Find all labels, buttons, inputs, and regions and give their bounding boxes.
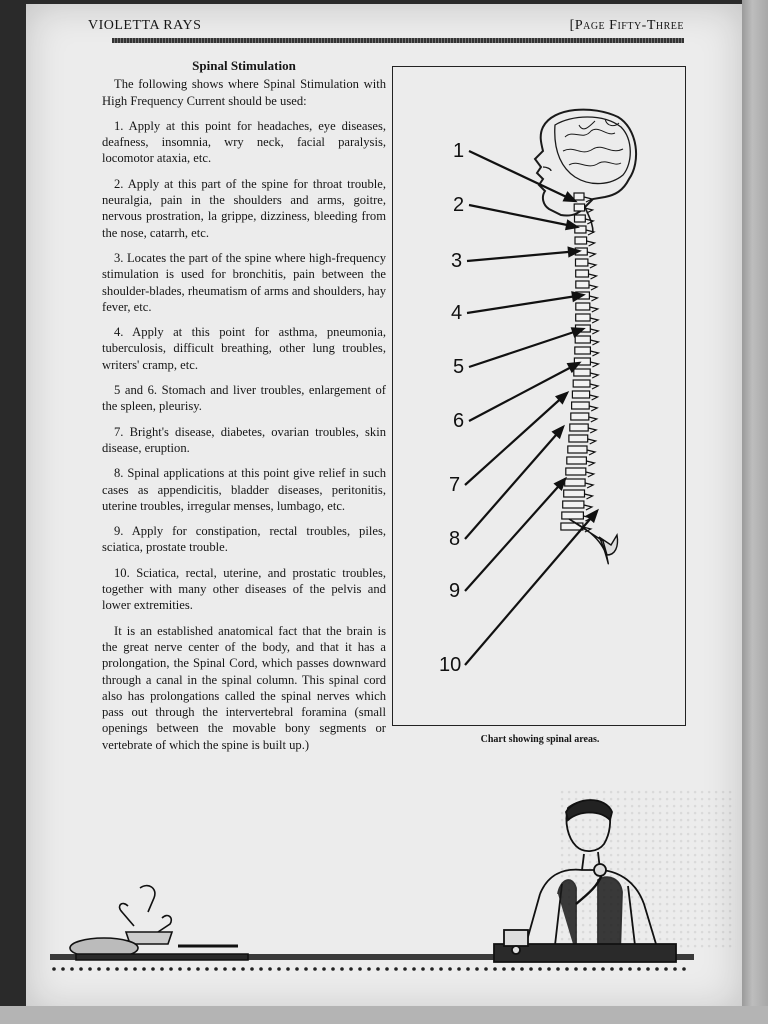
ornament-dot bbox=[187, 967, 191, 971]
area-labels bbox=[439, 140, 464, 676]
item-10: 10. Sciatica, rectal, uterine, and prostatic troubles, together with many other diseases of the pelvis and lower extremities. bbox=[102, 565, 386, 613]
item-1: 1. Apply at this point for headaches, eye diseases, deafness, insomnia, wry neck, facial paralysis, locomotor ataxia, etc. bbox=[102, 118, 386, 166]
arrow-line bbox=[465, 511, 597, 665]
ornament-dot bbox=[358, 967, 362, 971]
area-number: 2 bbox=[453, 194, 465, 216]
ornament-dot bbox=[529, 967, 533, 971]
vertebra-process bbox=[585, 483, 593, 488]
ornament-dot bbox=[79, 967, 83, 971]
area-number: 8 bbox=[449, 528, 461, 550]
vertebra bbox=[571, 413, 589, 420]
vertebra bbox=[572, 402, 590, 409]
vertebra bbox=[573, 380, 590, 387]
ornament-dot bbox=[421, 967, 425, 971]
vertebra-process bbox=[590, 340, 598, 345]
ornament-dot bbox=[106, 967, 110, 971]
ornament-dot bbox=[322, 967, 326, 971]
vertebra bbox=[574, 204, 584, 211]
ornament-dot bbox=[412, 967, 416, 971]
item-9: 9. Apply for constipation, rectal troubles, piles, sciatica, prostate trouble. bbox=[102, 524, 386, 555]
ornament-dot bbox=[574, 967, 578, 971]
ornament-dot bbox=[565, 967, 569, 971]
book-bottom-edge bbox=[0, 1006, 768, 1024]
vertebra-process bbox=[589, 406, 597, 411]
vertebra-process bbox=[589, 417, 597, 422]
arrow-line bbox=[465, 479, 565, 591]
header-rule bbox=[112, 38, 684, 43]
ornament-dot bbox=[340, 967, 344, 971]
article-heading: Spinal Stimulation bbox=[192, 58, 296, 73]
vertebra bbox=[575, 237, 587, 244]
vertebra-process bbox=[590, 307, 598, 312]
page-number: [Page Fifty-Three bbox=[569, 18, 684, 33]
arrow-line bbox=[469, 363, 579, 421]
ornament-dot bbox=[241, 967, 245, 971]
ornament-dot bbox=[61, 967, 65, 971]
vertebra-process bbox=[590, 351, 598, 356]
ornament-dot bbox=[268, 967, 272, 971]
ornament-dot bbox=[592, 967, 596, 971]
vertebra-process bbox=[586, 472, 594, 477]
vertebra-process bbox=[589, 296, 597, 301]
ornament-dot bbox=[124, 967, 128, 971]
ornament-dot bbox=[331, 967, 335, 971]
ornament-dot bbox=[142, 967, 146, 971]
ornament-dot bbox=[475, 967, 479, 971]
ornament-dot bbox=[52, 967, 56, 971]
ornament-dot bbox=[223, 967, 227, 971]
area-number: 3 bbox=[451, 250, 463, 272]
ornament-dot bbox=[637, 967, 641, 971]
ornament-dot bbox=[349, 967, 353, 971]
running-title: VIOLETTA RAYS bbox=[88, 18, 202, 33]
ornament-dot bbox=[385, 967, 389, 971]
ornament-dot bbox=[682, 967, 686, 971]
ornament-dot bbox=[664, 967, 668, 971]
ornament-dot bbox=[655, 967, 659, 971]
vertebra bbox=[575, 336, 590, 343]
ornament-dot bbox=[538, 967, 542, 971]
ornament-dot bbox=[97, 967, 101, 971]
vertebra bbox=[576, 281, 589, 288]
ornament-dot bbox=[376, 967, 380, 971]
vertebra-process bbox=[590, 329, 598, 334]
vertebra bbox=[569, 435, 588, 442]
ornament-dot bbox=[439, 967, 443, 971]
vertebra-process bbox=[587, 241, 595, 246]
ornament-dot bbox=[493, 967, 497, 971]
ornament-dot bbox=[151, 967, 155, 971]
vertebra-process bbox=[590, 395, 598, 400]
vertebra bbox=[576, 314, 590, 321]
area-number: 5 bbox=[453, 356, 465, 378]
vertebra bbox=[567, 457, 587, 464]
vertebra bbox=[576, 270, 589, 277]
vertebra-process bbox=[586, 461, 594, 466]
vertebra bbox=[576, 303, 590, 310]
vertebra-process bbox=[588, 263, 596, 268]
tabletop-illustration bbox=[68, 882, 258, 962]
ornament-dot bbox=[259, 967, 263, 971]
arrow-line bbox=[467, 295, 583, 313]
spine-chart bbox=[392, 66, 686, 726]
vertebra-process bbox=[587, 450, 595, 455]
ornament-dot bbox=[583, 967, 587, 971]
ornament-dot bbox=[502, 967, 506, 971]
vertebra-process bbox=[590, 373, 598, 378]
vertebra bbox=[568, 446, 587, 453]
arrow-line bbox=[467, 251, 579, 261]
ornament-dot bbox=[646, 967, 650, 971]
ornament-dot bbox=[403, 967, 407, 971]
ornament-dot bbox=[610, 967, 614, 971]
figure-caption: Chart showing spinal areas. bbox=[480, 734, 600, 745]
ornament-dot bbox=[70, 967, 74, 971]
ornament-dot bbox=[214, 967, 218, 971]
vertebra-process bbox=[589, 285, 597, 290]
item-8: 8. Spinal applications at this point give relief in such cases as appendicitis, bladder diseases, peritonitis, uterine troubles, irregular menses, lumbago, etc. bbox=[102, 466, 386, 513]
item-4: 4. Apply at this point for asthma, pneumonia, tuberculosis, difficult breathing, other lung troubles, writers' cramp, etc. bbox=[102, 325, 386, 372]
ornament-dot bbox=[205, 967, 209, 971]
vertebra bbox=[562, 512, 584, 519]
vertebra bbox=[563, 501, 584, 508]
vertebra bbox=[576, 259, 588, 266]
vertebra bbox=[566, 468, 586, 475]
vertebra-process bbox=[590, 362, 598, 367]
ornament-dot bbox=[304, 967, 308, 971]
article-column bbox=[102, 58, 386, 762]
area-number: 7 bbox=[449, 474, 461, 496]
ornament-dot bbox=[448, 967, 452, 971]
ornament-dot bbox=[457, 967, 461, 971]
ornament-dot bbox=[394, 967, 398, 971]
area-number: 10 bbox=[439, 654, 462, 676]
ornament-dot bbox=[520, 967, 524, 971]
ornament-dot bbox=[250, 967, 254, 971]
ornament-dot bbox=[628, 967, 632, 971]
spine-illustration bbox=[393, 67, 685, 725]
arrow-line bbox=[465, 427, 563, 539]
ornament-dot bbox=[430, 967, 434, 971]
vertebra-process bbox=[588, 439, 596, 444]
item-5-6: 5 and 6. Stomach and liver troubles, enlargement of the spleen, pleurisy. bbox=[102, 383, 386, 414]
vertebra bbox=[575, 347, 591, 354]
ornament-dot bbox=[367, 967, 371, 971]
vertebra-process bbox=[588, 428, 596, 433]
vertebra bbox=[574, 193, 584, 200]
closing-paragraph: It is an established anatomical fact that the brain is the great nerve center of the body, and that it has a prolongation, the Spinal Cord, which passes downward through a canal in the spinal column. This spinal cord also has prolongations called the spinal nerves which pass out through the intervertebral foramina (small openings between the movable bony segments or vertebrate of which the spine is built up.) bbox=[102, 623, 386, 752]
ornament-dot bbox=[178, 967, 182, 971]
ornament-dot bbox=[169, 967, 173, 971]
item-3: 3. Locates the part of the spine where high-frequency stimulation is used for bronchitis, pain between the shoulder-blades, rheumatism of arms and shoulders, hay fever, etc. bbox=[102, 250, 386, 314]
ornament-dot bbox=[115, 967, 119, 971]
ornament-dot bbox=[160, 967, 164, 971]
operator-illustration bbox=[480, 794, 690, 964]
area-number: 9 bbox=[449, 580, 461, 602]
ornament-dot bbox=[286, 967, 290, 971]
ornament-dot bbox=[466, 967, 470, 971]
ornament-dot bbox=[511, 967, 515, 971]
ornament-dot bbox=[88, 967, 92, 971]
vertebra-process bbox=[590, 384, 598, 389]
vertebra bbox=[574, 369, 590, 376]
ornament-dot bbox=[556, 967, 560, 971]
vertebra bbox=[575, 215, 586, 222]
vertebra bbox=[564, 490, 585, 497]
vertebra-process bbox=[584, 505, 592, 510]
arrow-line bbox=[469, 329, 583, 367]
vertebra-process bbox=[589, 274, 597, 279]
ornament-dot bbox=[277, 967, 281, 971]
arrow-head bbox=[564, 193, 575, 201]
ornament-dot bbox=[547, 967, 551, 971]
ornament-dot bbox=[619, 967, 623, 971]
ornament-dot bbox=[673, 967, 677, 971]
area-number: 4 bbox=[451, 302, 463, 324]
area-number: 1 bbox=[453, 140, 465, 162]
vertebra bbox=[572, 391, 589, 398]
item-7: 7. Bright's disease, diabetes, ovarian troubles, skin disease, eruption. bbox=[102, 424, 386, 455]
running-header bbox=[88, 16, 684, 40]
vertebra-process bbox=[585, 494, 593, 499]
article-intro: The following shows where Spinal Stimulation with High Frequency Current should be used: bbox=[102, 77, 386, 108]
ornament-dot bbox=[196, 967, 200, 971]
arrow-line bbox=[469, 205, 577, 227]
ornament-dot bbox=[295, 967, 299, 971]
ornament-dot bbox=[133, 967, 137, 971]
ornament-dot bbox=[232, 967, 236, 971]
item-2: 2. Apply at this part of the spine for throat trouble, neuralgia, pain in the shoulders and arms, goitre, nervous prostration, la grippe, dizziness, bleeding from the nose, catarrh, etc. bbox=[102, 176, 386, 240]
ornament-dot bbox=[484, 967, 488, 971]
vertebra bbox=[570, 424, 588, 431]
area-number: 6 bbox=[453, 410, 465, 432]
book-edge bbox=[742, 0, 768, 1024]
vertebra-process bbox=[587, 252, 595, 257]
vertebra-process bbox=[590, 318, 598, 323]
ornament-dot bbox=[601, 967, 605, 971]
ornament-dot bbox=[313, 967, 317, 971]
vertebra bbox=[565, 479, 585, 486]
